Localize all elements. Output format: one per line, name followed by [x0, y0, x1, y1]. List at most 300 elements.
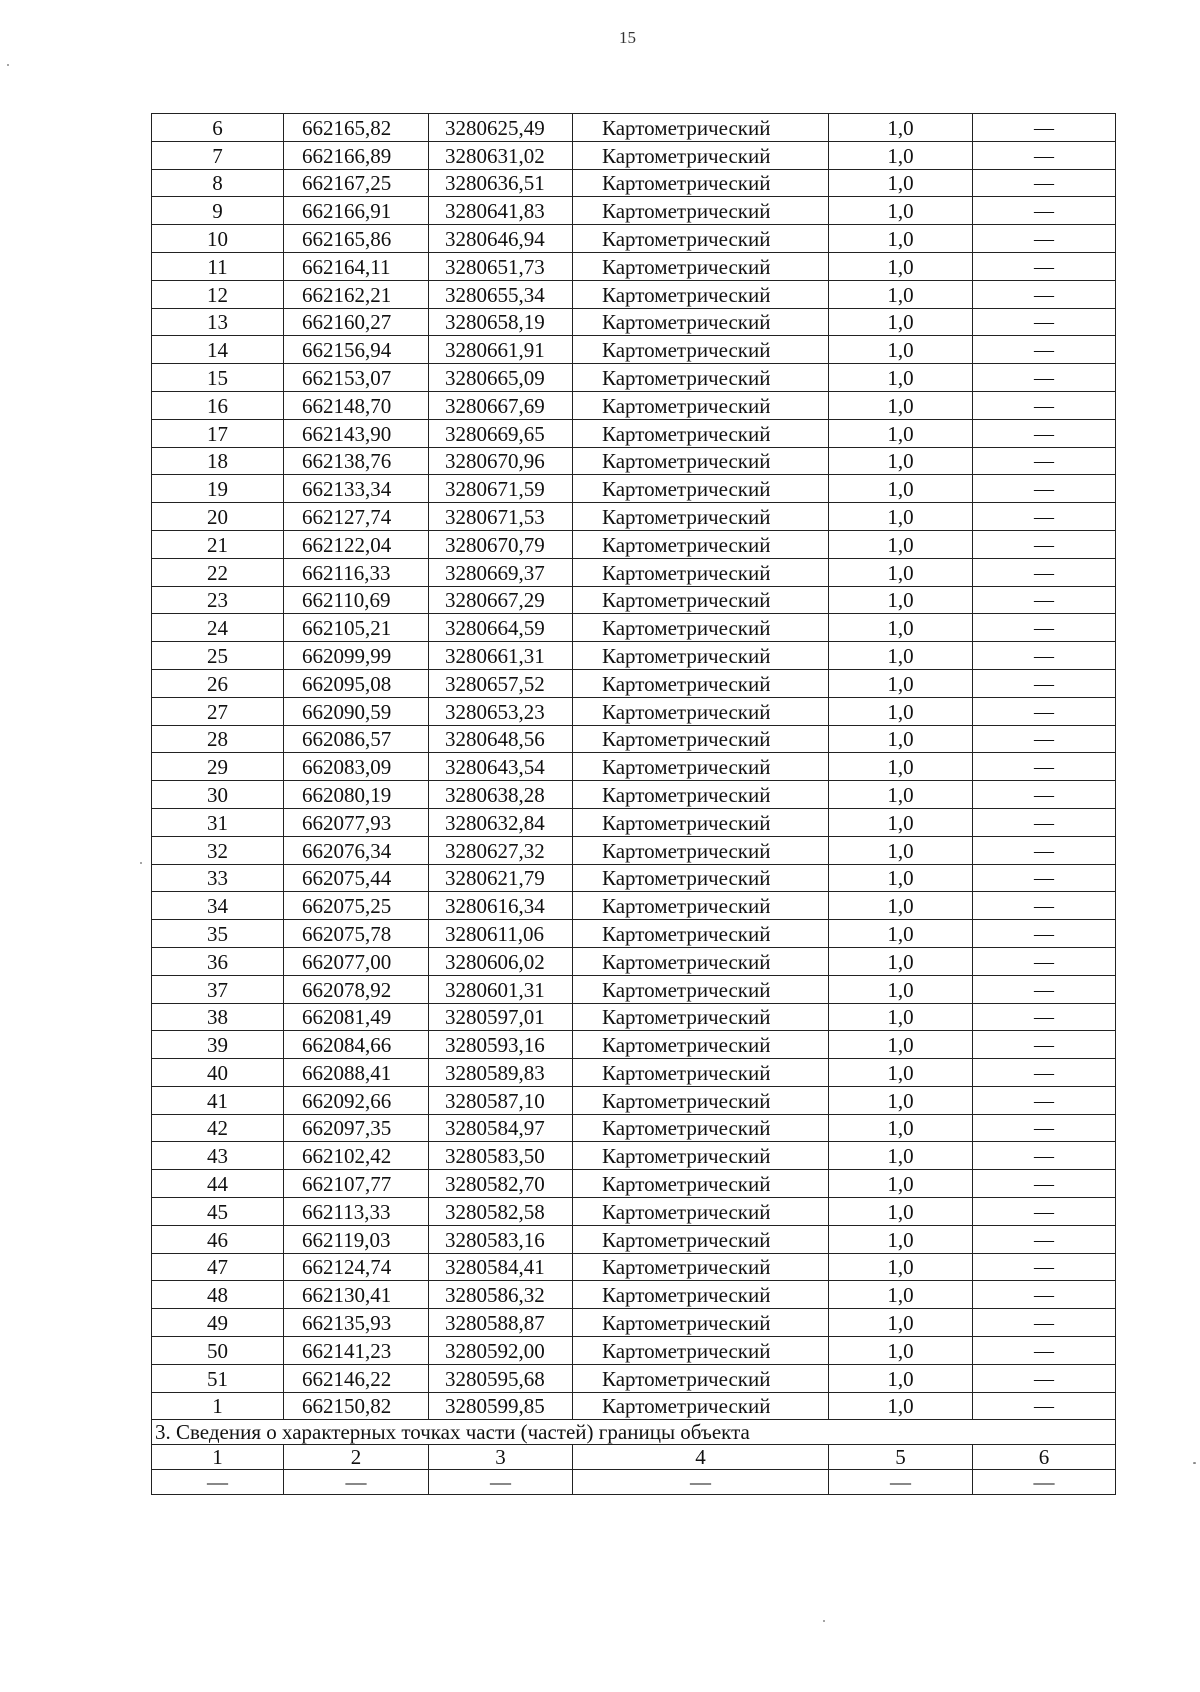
empty-cell: — [152, 1470, 284, 1495]
table-row [152, 1198, 1116, 1226]
scan-speck [7, 64, 9, 66]
accuracy-cell: 1,0 [829, 308, 973, 336]
method-cell: Картометрический [573, 1337, 829, 1365]
column-number-cell: 4 [573, 1445, 829, 1470]
coordinate-x-cell: 662105,21 [284, 614, 429, 642]
coordinate-y-cell: 3280627,32 [429, 836, 573, 864]
point-number-cell: 6 [152, 114, 284, 142]
description-cell: — [973, 586, 1116, 614]
coordinate-y-cell: 3280601,31 [429, 975, 573, 1003]
coordinate-x-cell: 662080,19 [284, 781, 429, 809]
table-row [152, 1337, 1116, 1365]
coordinate-y-cell: 3280664,59 [429, 614, 573, 642]
coordinate-x-cell: 662092,66 [284, 1086, 429, 1114]
page-number: 15 [619, 28, 636, 47]
coordinate-x-cell: 662078,92 [284, 975, 429, 1003]
point-number-cell: 35 [152, 920, 284, 948]
coordinate-y-cell: 3280597,01 [429, 1003, 573, 1031]
coordinate-y-cell: 3280606,02 [429, 947, 573, 975]
accuracy-cell: 1,0 [829, 836, 973, 864]
coordinate-x-cell: 662148,70 [284, 391, 429, 419]
method-cell: Картометрический [573, 586, 829, 614]
accuracy-cell: 1,0 [829, 419, 973, 447]
coordinate-x-cell: 662097,35 [284, 1114, 429, 1142]
description-cell: — [973, 1114, 1116, 1142]
description-cell: — [973, 642, 1116, 670]
accuracy-cell: 1,0 [829, 725, 973, 753]
method-cell: Картометрический [573, 1059, 829, 1087]
method-cell: Картометрический [573, 364, 829, 392]
coordinate-y-cell: 3280648,56 [429, 725, 573, 753]
column-number-cell: 1 [152, 1445, 284, 1470]
table-row [152, 114, 1116, 142]
table-row [152, 530, 1116, 558]
method-cell: Картометрический [573, 892, 829, 920]
table-row [152, 447, 1116, 475]
point-number-cell: 16 [152, 391, 284, 419]
point-number-cell: 20 [152, 503, 284, 531]
point-number-cell: 39 [152, 1031, 284, 1059]
table-row [152, 308, 1116, 336]
accuracy-cell: 1,0 [829, 558, 973, 586]
point-number-cell: 26 [152, 669, 284, 697]
point-number-cell: 19 [152, 475, 284, 503]
table-row [152, 697, 1116, 725]
table-row [152, 1059, 1116, 1087]
accuracy-cell: 1,0 [829, 503, 973, 531]
accuracy-cell: 1,0 [829, 781, 973, 809]
table-row [152, 1086, 1116, 1114]
coordinate-x-cell: 662167,25 [284, 169, 429, 197]
coordinate-x-cell: 662077,93 [284, 808, 429, 836]
coordinate-y-cell: 3280586,32 [429, 1281, 573, 1309]
table-row [152, 753, 1116, 781]
table-row [152, 975, 1116, 1003]
coordinate-x-cell: 662088,41 [284, 1059, 429, 1087]
table-row [152, 391, 1116, 419]
coordinate-y-cell: 3280671,53 [429, 503, 573, 531]
point-number-cell: 30 [152, 781, 284, 809]
coordinate-y-cell: 3280638,28 [429, 781, 573, 809]
point-number-cell: 33 [152, 864, 284, 892]
method-cell: Картометрический [573, 447, 829, 475]
description-cell: — [973, 530, 1116, 558]
coordinate-y-cell: 3280657,52 [429, 669, 573, 697]
section-3-title-row [152, 1420, 1116, 1445]
accuracy-cell: 1,0 [829, 1253, 973, 1281]
coordinate-x-cell: 662076,34 [284, 836, 429, 864]
description-cell: — [973, 364, 1116, 392]
coordinate-y-cell: 3280670,79 [429, 530, 573, 558]
description-cell: — [973, 391, 1116, 419]
accuracy-cell: 1,0 [829, 1031, 973, 1059]
table-row [152, 669, 1116, 697]
coordinate-y-cell: 3280670,96 [429, 447, 573, 475]
coordinate-x-cell: 662127,74 [284, 503, 429, 531]
coordinate-y-cell: 3280589,83 [429, 1059, 573, 1087]
point-number-cell: 17 [152, 419, 284, 447]
coordinate-y-cell: 3280631,02 [429, 141, 573, 169]
method-cell: Картометрический [573, 725, 829, 753]
coordinate-y-cell: 3280583,50 [429, 1142, 573, 1170]
table-row [152, 920, 1116, 948]
coordinate-x-cell: 662133,34 [284, 475, 429, 503]
method-cell: Картометрический [573, 169, 829, 197]
description-cell: — [973, 252, 1116, 280]
accuracy-cell: 1,0 [829, 1392, 973, 1420]
coordinate-x-cell: 662075,44 [284, 864, 429, 892]
method-cell: Картометрический [573, 1281, 829, 1309]
method-cell: Картометрический [573, 1170, 829, 1198]
coordinate-y-cell: 3280616,34 [429, 892, 573, 920]
table-row [152, 614, 1116, 642]
point-number-cell: 8 [152, 169, 284, 197]
coordinate-y-cell: 3280636,51 [429, 169, 573, 197]
table-row [152, 1142, 1116, 1170]
description-cell: — [973, 975, 1116, 1003]
coordinate-x-cell: 662146,22 [284, 1364, 429, 1392]
method-cell: Картометрический [573, 1225, 829, 1253]
coordinate-y-cell: 3280584,41 [429, 1253, 573, 1281]
accuracy-cell: 1,0 [829, 1114, 973, 1142]
point-number-cell: 49 [152, 1309, 284, 1337]
description-cell: — [973, 169, 1116, 197]
accuracy-cell: 1,0 [829, 586, 973, 614]
method-cell: Картометрический [573, 225, 829, 253]
table-row [152, 336, 1116, 364]
method-cell: Картометрический [573, 308, 829, 336]
accuracy-cell: 1,0 [829, 1337, 973, 1365]
description-cell: — [973, 697, 1116, 725]
accuracy-cell: 1,0 [829, 975, 973, 1003]
coordinate-x-cell: 662143,90 [284, 419, 429, 447]
accuracy-cell: 1,0 [829, 808, 973, 836]
coordinate-x-cell: 662075,25 [284, 892, 429, 920]
point-number-cell: 9 [152, 197, 284, 225]
method-cell: Картометрический [573, 808, 829, 836]
coordinate-x-cell: 662166,89 [284, 141, 429, 169]
method-cell: Картометрический [573, 1003, 829, 1031]
point-number-cell: 25 [152, 642, 284, 670]
point-number-cell: 40 [152, 1059, 284, 1087]
table-row [152, 558, 1116, 586]
table-row [152, 1003, 1116, 1031]
coordinate-x-cell: 662077,00 [284, 947, 429, 975]
point-number-cell: 50 [152, 1337, 284, 1365]
accuracy-cell: 1,0 [829, 753, 973, 781]
description-cell: — [973, 558, 1116, 586]
description-cell: — [973, 614, 1116, 642]
table-row [152, 1031, 1116, 1059]
point-number-cell: 23 [152, 586, 284, 614]
description-cell: — [973, 419, 1116, 447]
table-row [152, 586, 1116, 614]
method-cell: Картометрический [573, 336, 829, 364]
method-cell: Картометрический [573, 391, 829, 419]
point-number-cell: 41 [152, 1086, 284, 1114]
coordinate-y-cell: 3280611,06 [429, 920, 573, 948]
point-number-cell: 38 [152, 1003, 284, 1031]
method-cell: Картометрический [573, 1114, 829, 1142]
coordinate-x-cell: 662083,09 [284, 753, 429, 781]
accuracy-cell: 1,0 [829, 669, 973, 697]
accuracy-cell: 1,0 [829, 1309, 973, 1337]
accuracy-cell: 1,0 [829, 1198, 973, 1226]
coordinate-x-cell: 662090,59 [284, 697, 429, 725]
coordinate-y-cell: 3280661,31 [429, 642, 573, 670]
point-number-cell: 37 [152, 975, 284, 1003]
coordinate-y-cell: 3280651,73 [429, 252, 573, 280]
method-cell: Картометрический [573, 530, 829, 558]
coordinate-y-cell: 3280582,58 [429, 1198, 573, 1226]
method-cell: Картометрический [573, 642, 829, 670]
description-cell: — [973, 1170, 1116, 1198]
empty-cell: — [829, 1470, 973, 1495]
method-cell: Картометрический [573, 475, 829, 503]
coordinate-y-cell: 3280661,91 [429, 336, 573, 364]
section-3-header-row [152, 1445, 1116, 1470]
column-number-cell: 5 [829, 1445, 973, 1470]
accuracy-cell: 1,0 [829, 1281, 973, 1309]
description-cell: — [973, 503, 1116, 531]
coordinate-y-cell: 3280655,34 [429, 280, 573, 308]
accuracy-cell: 1,0 [829, 1142, 973, 1170]
description-cell: — [973, 808, 1116, 836]
method-cell: Картометрический [573, 1364, 829, 1392]
coordinate-y-cell: 3280584,97 [429, 1114, 573, 1142]
point-number-cell: 1 [152, 1392, 284, 1420]
coordinate-y-cell: 3280667,29 [429, 586, 573, 614]
column-number-cell: 3 [429, 1445, 573, 1470]
accuracy-cell: 1,0 [829, 614, 973, 642]
accuracy-cell: 1,0 [829, 1086, 973, 1114]
point-number-cell: 36 [152, 947, 284, 975]
point-number-cell: 13 [152, 308, 284, 336]
coordinate-y-cell: 3280671,59 [429, 475, 573, 503]
table-row [152, 169, 1116, 197]
point-number-cell: 12 [152, 280, 284, 308]
coordinate-x-cell: 662102,42 [284, 1142, 429, 1170]
description-cell: — [973, 781, 1116, 809]
description-cell: — [973, 725, 1116, 753]
accuracy-cell: 1,0 [829, 697, 973, 725]
method-cell: Картометрический [573, 419, 829, 447]
description-cell: — [973, 197, 1116, 225]
table-row [152, 781, 1116, 809]
coordinate-x-cell: 662156,94 [284, 336, 429, 364]
point-number-cell: 11 [152, 252, 284, 280]
coordinate-y-cell: 3280582,70 [429, 1170, 573, 1198]
point-number-cell: 43 [152, 1142, 284, 1170]
coordinate-y-cell: 3280653,23 [429, 697, 573, 725]
coordinate-x-cell: 662113,33 [284, 1198, 429, 1226]
coordinate-y-cell: 3280621,79 [429, 864, 573, 892]
empty-cell: — [973, 1470, 1116, 1495]
point-number-cell: 21 [152, 530, 284, 558]
method-cell: Картометрический [573, 114, 829, 142]
description-cell: — [973, 864, 1116, 892]
description-cell: — [973, 920, 1116, 948]
accuracy-cell: 1,0 [829, 169, 973, 197]
method-cell: Картометрический [573, 864, 829, 892]
point-number-cell: 29 [152, 753, 284, 781]
accuracy-cell: 1,0 [829, 447, 973, 475]
accuracy-cell: 1,0 [829, 1170, 973, 1198]
coordinate-y-cell: 3280658,19 [429, 308, 573, 336]
coordinate-x-cell: 662153,07 [284, 364, 429, 392]
description-cell: — [973, 1142, 1116, 1170]
description-cell: — [973, 669, 1116, 697]
point-number-cell: 46 [152, 1225, 284, 1253]
coordinate-x-cell: 662124,74 [284, 1253, 429, 1281]
scan-speck [1193, 1462, 1196, 1464]
accuracy-cell: 1,0 [829, 642, 973, 670]
method-cell: Картометрический [573, 558, 829, 586]
accuracy-cell: 1,0 [829, 1225, 973, 1253]
scan-speck [140, 862, 142, 864]
table-row [152, 1225, 1116, 1253]
description-cell: — [973, 1059, 1116, 1087]
table-row [152, 225, 1116, 253]
description-cell: — [973, 141, 1116, 169]
coordinate-x-cell: 662165,86 [284, 225, 429, 253]
table-row [152, 864, 1116, 892]
coordinate-y-cell: 3280632,84 [429, 808, 573, 836]
accuracy-cell: 1,0 [829, 1059, 973, 1087]
section-3-body [152, 1420, 1116, 1495]
coordinate-y-cell: 3280595,68 [429, 1364, 573, 1392]
description-cell: — [973, 1003, 1116, 1031]
table-row [152, 1364, 1116, 1392]
accuracy-cell: 1,0 [829, 197, 973, 225]
table-row [152, 503, 1116, 531]
coordinates-table [151, 113, 1116, 1495]
point-number-cell: 31 [152, 808, 284, 836]
point-number-cell: 14 [152, 336, 284, 364]
accuracy-cell: 1,0 [829, 141, 973, 169]
coordinate-y-cell: 3280646,94 [429, 225, 573, 253]
accuracy-cell: 1,0 [829, 391, 973, 419]
empty-cell: — [429, 1470, 573, 1495]
accuracy-cell: 1,0 [829, 252, 973, 280]
description-cell: — [973, 225, 1116, 253]
method-cell: Картометрический [573, 947, 829, 975]
method-cell: Картометрический [573, 252, 829, 280]
method-cell: Картометрический [573, 975, 829, 1003]
table-row [152, 475, 1116, 503]
point-number-cell: 42 [152, 1114, 284, 1142]
method-cell: Картометрический [573, 1198, 829, 1226]
accuracy-cell: 1,0 [829, 280, 973, 308]
coordinate-y-cell: 3280593,16 [429, 1031, 573, 1059]
table-row [152, 1170, 1116, 1198]
accuracy-cell: 1,0 [829, 530, 973, 558]
point-number-cell: 47 [152, 1253, 284, 1281]
coordinate-y-cell: 3280599,85 [429, 1392, 573, 1420]
method-cell: Картометрический [573, 141, 829, 169]
method-cell: Картометрический [573, 753, 829, 781]
description-cell: — [973, 1309, 1116, 1337]
scan-speck [823, 1620, 825, 1622]
coordinate-x-cell: 662135,93 [284, 1309, 429, 1337]
table-row [152, 947, 1116, 975]
coordinate-x-cell: 662107,77 [284, 1170, 429, 1198]
table-row [152, 642, 1116, 670]
table-row [152, 252, 1116, 280]
coordinate-x-cell: 662160,27 [284, 308, 429, 336]
point-number-cell: 22 [152, 558, 284, 586]
empty-cell: — [573, 1470, 829, 1495]
coordinate-y-cell: 3280587,10 [429, 1086, 573, 1114]
description-cell: — [973, 308, 1116, 336]
coordinate-y-cell: 3280583,16 [429, 1225, 573, 1253]
point-number-cell: 32 [152, 836, 284, 864]
section-3-empty-row [152, 1470, 1116, 1495]
description-cell: — [973, 1281, 1116, 1309]
description-cell: — [973, 753, 1116, 781]
description-cell: — [973, 1198, 1116, 1226]
point-number-cell: 51 [152, 1364, 284, 1392]
point-number-cell: 18 [152, 447, 284, 475]
coordinate-y-cell: 3280643,54 [429, 753, 573, 781]
method-cell: Картометрический [573, 1031, 829, 1059]
column-number-cell: 2 [284, 1445, 429, 1470]
method-cell: Картометрический [573, 614, 829, 642]
method-cell: Картометрический [573, 697, 829, 725]
column-number-cell: 6 [973, 1445, 1116, 1470]
coordinates-table-body [152, 114, 1116, 1420]
description-cell: — [973, 1086, 1116, 1114]
table-row [152, 280, 1116, 308]
description-cell: — [973, 447, 1116, 475]
method-cell: Картометрический [573, 1309, 829, 1337]
method-cell: Картометрический [573, 836, 829, 864]
accuracy-cell: 1,0 [829, 364, 973, 392]
table-row [152, 197, 1116, 225]
coordinate-x-cell: 662130,41 [284, 1281, 429, 1309]
coordinate-x-cell: 662119,03 [284, 1225, 429, 1253]
coordinate-x-cell: 662116,33 [284, 558, 429, 586]
description-cell: — [973, 1337, 1116, 1365]
point-number-cell: 34 [152, 892, 284, 920]
method-cell: Картометрический [573, 781, 829, 809]
point-number-cell: 10 [152, 225, 284, 253]
empty-cell: — [284, 1470, 429, 1495]
coordinate-y-cell: 3280669,65 [429, 419, 573, 447]
coordinate-x-cell: 662166,91 [284, 197, 429, 225]
description-cell: — [973, 892, 1116, 920]
table-row [152, 1309, 1116, 1337]
accuracy-cell: 1,0 [829, 892, 973, 920]
accuracy-cell: 1,0 [829, 864, 973, 892]
coordinate-x-cell: 662099,99 [284, 642, 429, 670]
description-cell: — [973, 114, 1116, 142]
coordinate-x-cell: 662081,49 [284, 1003, 429, 1031]
accuracy-cell: 1,0 [829, 947, 973, 975]
method-cell: Картометрический [573, 1086, 829, 1114]
description-cell: — [973, 1031, 1116, 1059]
accuracy-cell: 1,0 [829, 475, 973, 503]
method-cell: Картометрический [573, 1392, 829, 1420]
table-row [152, 1281, 1116, 1309]
table-row [152, 808, 1116, 836]
coordinate-x-cell: 662150,82 [284, 1392, 429, 1420]
point-number-cell: 44 [152, 1170, 284, 1198]
table-row [152, 419, 1116, 447]
point-number-cell: 15 [152, 364, 284, 392]
description-cell: — [973, 1225, 1116, 1253]
description-cell: — [973, 947, 1116, 975]
